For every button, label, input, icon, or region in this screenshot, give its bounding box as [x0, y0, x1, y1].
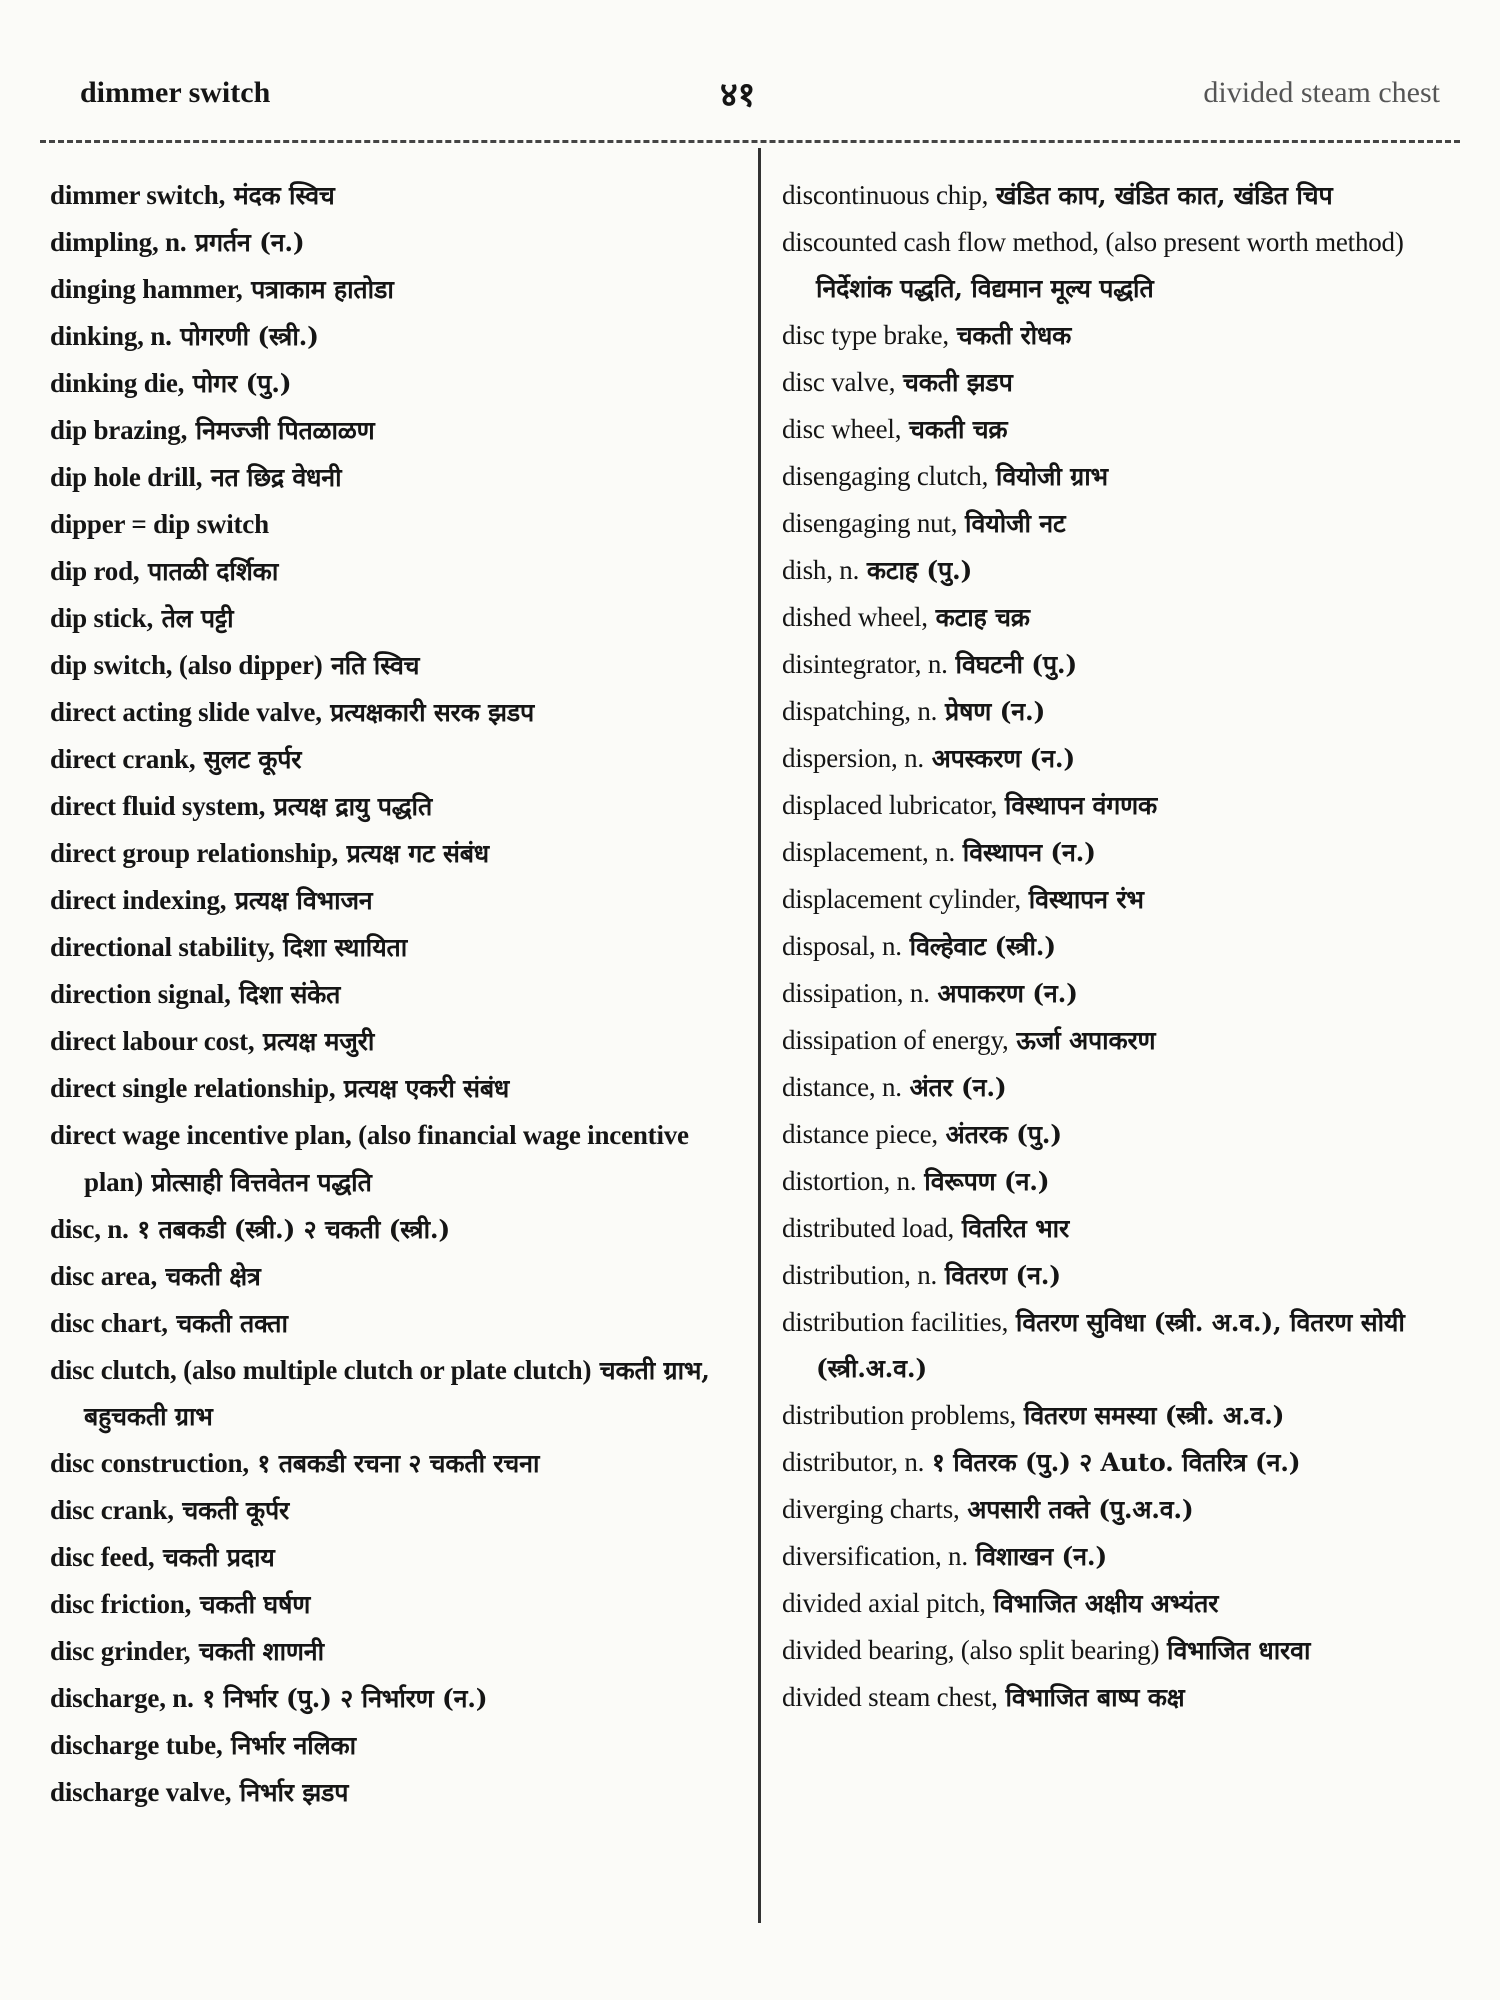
- entry-translation: चकती ग्राभ, बहुचकती ग्राभ: [84, 1356, 710, 1431]
- dictionary-entry: [782, 1439, 1472, 1486]
- dictionary-entry: [782, 1486, 1472, 1533]
- dictionary-entry: [50, 172, 750, 219]
- dictionary-entry: [50, 1722, 750, 1769]
- entry-term: displacement, n.: [782, 837, 955, 867]
- entry-term: dish, n.: [782, 555, 860, 585]
- dictionary-entry: [782, 1064, 1472, 1111]
- entry-term: disc wheel,: [782, 414, 902, 444]
- entry-translation: प्रोत्साही वित्तवेतन पद्धति: [151, 1168, 372, 1197]
- entry-term: disposal, n.: [782, 931, 902, 961]
- entry-translation: वियोजी नट: [965, 509, 1066, 538]
- entry-translation: प्रगर्तन (न.): [194, 228, 305, 257]
- entry-term: discharge valve,: [50, 1777, 232, 1807]
- entry-term: dissipation, n.: [782, 978, 930, 1008]
- entry-term: distance piece,: [782, 1119, 938, 1149]
- dictionary-entry: [50, 1769, 750, 1816]
- entry-translation: दिशा स्थायिता: [283, 933, 408, 962]
- entry-term: displaced lubricator,: [782, 790, 998, 820]
- dictionary-entry: [782, 406, 1472, 453]
- entry-translation: विशाखन (न.): [975, 1542, 1107, 1571]
- entry-translation: विघटनी (पु.): [955, 650, 1078, 679]
- dictionary-entry: [50, 219, 750, 266]
- dictionary-entry: [782, 688, 1472, 735]
- entry-translation: खंडित काप, खंडित कात, खंडित चिप: [995, 181, 1333, 210]
- entry-translation: अंतर (न.): [909, 1073, 1007, 1102]
- entry-translation: नत छिद्र वेधनी: [210, 463, 342, 492]
- entry-term: distribution, n.: [782, 1260, 938, 1290]
- dictionary-entry: [782, 1580, 1472, 1627]
- entry-term: discounted cash flow method, (also present worth method): [782, 227, 1404, 257]
- right-column: [782, 172, 1472, 1721]
- entry-term: displacement cylinder,: [782, 884, 1021, 914]
- entry-translation: चकती रोधक: [956, 321, 1072, 350]
- entry-term: disc crank,: [50, 1495, 174, 1525]
- entry-term: dispersion, n.: [782, 743, 924, 773]
- entry-term: dipper = dip switch: [50, 509, 269, 539]
- entry-translation: विल्हेवाट (स्त्री.): [909, 932, 1056, 961]
- dictionary-entry: [782, 923, 1472, 970]
- entry-term: direct indexing,: [50, 885, 227, 915]
- entry-term: disc chart,: [50, 1308, 168, 1338]
- entry-term: dip hole drill,: [50, 462, 203, 492]
- dictionary-entry: [50, 1628, 750, 1675]
- entry-translation: पत्राकाम हातोडा: [251, 275, 394, 304]
- dictionary-entry: [782, 1533, 1472, 1580]
- dictionary-entry: [782, 1392, 1472, 1439]
- entry-translation: चकती घर्षण: [199, 1590, 311, 1619]
- entry-translation: प्रत्यक्ष विभाजन: [234, 886, 373, 915]
- dictionary-entry: [782, 876, 1472, 923]
- entry-translation: चकती शाणनी: [198, 1637, 324, 1666]
- entry-term: diverging charts,: [782, 1494, 960, 1524]
- dictionary-entry: [782, 312, 1472, 359]
- dictionary-entry: [50, 407, 750, 454]
- entry-term: distortion, n.: [782, 1166, 917, 1196]
- dictionary-entry: [50, 454, 750, 501]
- entry-term: disc, n.: [50, 1214, 129, 1244]
- entry-translation: निर्देशांक पद्धति, विद्यमान मूल्य पद्धति: [816, 274, 1154, 303]
- dictionary-entry: [782, 359, 1472, 406]
- dictionary-entry: [50, 1440, 750, 1487]
- entry-term: dip brazing,: [50, 415, 188, 445]
- entry-translation: चकती तक्ता: [176, 1309, 288, 1338]
- dictionary-entry: [782, 547, 1472, 594]
- dictionary-entry: [782, 1252, 1472, 1299]
- dictionary-entry: [50, 830, 750, 877]
- entry-translation: ऊर्जा अपाकरण: [1016, 1026, 1156, 1055]
- entry-translation: निमज्जी पितळाळण: [195, 416, 375, 445]
- entry-term: direct group relationship,: [50, 838, 339, 868]
- entry-term: dinking die,: [50, 368, 185, 398]
- entry-translation: तेल पट्टी: [161, 604, 234, 633]
- dictionary-entry: [782, 219, 1472, 312]
- dictionary-entry: [782, 782, 1472, 829]
- dictionary-entry: [50, 548, 750, 595]
- entry-translation: चकती क्षेत्र: [165, 1262, 261, 1291]
- entry-translation: पोगरणी (स्त्री.): [180, 322, 319, 351]
- entry-term: dinging hammer,: [50, 274, 243, 304]
- dictionary-entry: [782, 1299, 1472, 1392]
- dictionary-entry: [782, 172, 1472, 219]
- entry-term: direction signal,: [50, 979, 231, 1009]
- entry-translation: पातळी दर्शिका: [147, 557, 279, 586]
- entry-translation: निर्भार झडप: [239, 1778, 349, 1807]
- entry-translation: अपाकरण (न.): [937, 979, 1078, 1008]
- entry-translation: १ तबकडी रचना २ चकती रचना: [257, 1449, 540, 1478]
- entry-term: disc type brake,: [782, 320, 949, 350]
- entry-term: directional stability,: [50, 932, 275, 962]
- dictionary-entry: [782, 1627, 1472, 1674]
- entry-term: dip rod,: [50, 556, 140, 586]
- page-number: ४१: [720, 77, 756, 114]
- entry-term: disc valve,: [782, 367, 896, 397]
- entry-translation: १ तबकडी (स्त्री.) २ चकती (स्त्री.): [137, 1215, 451, 1244]
- dictionary-entry: [50, 1581, 750, 1628]
- entry-translation: विस्थापन (न.): [962, 838, 1096, 867]
- dictionary-entry: [782, 594, 1472, 641]
- dictionary-entry: [782, 453, 1472, 500]
- entry-term: distance, n.: [782, 1072, 902, 1102]
- entry-term: dip stick,: [50, 603, 154, 633]
- header-rule: [40, 140, 1460, 143]
- entry-term: direct crank,: [50, 744, 196, 774]
- entry-translation: प्रत्यक्ष मजुरी: [262, 1027, 375, 1056]
- entry-term: divided steam chest,: [782, 1682, 998, 1712]
- entry-translation: सुलट कूर्पर: [203, 745, 302, 774]
- entry-translation: चकती प्रदाय: [163, 1543, 275, 1572]
- dictionary-entry: [50, 313, 750, 360]
- dictionary-entry: [782, 1017, 1472, 1064]
- dictionary-entry: [782, 1158, 1472, 1205]
- entry-term: disc area,: [50, 1261, 157, 1291]
- entry-translation: निर्भार नलिका: [231, 1731, 356, 1760]
- dictionary-entry: [50, 360, 750, 407]
- dictionary-entry: [782, 500, 1472, 547]
- entry-translation: वितरण (न.): [944, 1261, 1061, 1290]
- entry-term: direct single relationship,: [50, 1073, 336, 1103]
- entry-term: discharge tube,: [50, 1730, 223, 1760]
- dictionary-entry: [50, 1253, 750, 1300]
- entry-translation: वितरण समस्या (स्त्री. अ.व.): [1023, 1401, 1285, 1430]
- entry-term: disc friction,: [50, 1589, 192, 1619]
- entry-term: direct labour cost,: [50, 1026, 255, 1056]
- entry-translation: वितरण सुविधा (स्त्री. अ.व.), वितरण सोयी (स्त्री.अ.व.): [816, 1308, 1405, 1383]
- dictionary-entry: [50, 1065, 750, 1112]
- dictionary-entry: [50, 501, 750, 548]
- entry-translation: नति स्विच: [331, 651, 420, 680]
- dictionary-entry: [50, 642, 750, 689]
- column-divider: [758, 148, 761, 1923]
- entry-translation: अपस्करण (न.): [931, 744, 1075, 773]
- dictionary-entry: [50, 1206, 750, 1253]
- entry-term: dip switch, (also dipper): [50, 650, 323, 680]
- entry-translation: चकती कूर्पर: [182, 1496, 290, 1525]
- dictionary-entry: [50, 266, 750, 313]
- dictionary-entry: [50, 877, 750, 924]
- dictionary-entry: [782, 1111, 1472, 1158]
- entry-translation: प्रत्यक्ष द्रायु पद्धति: [273, 792, 433, 821]
- dictionary-entry: [50, 1534, 750, 1581]
- entry-translation: विभाजित बाष्प कक्ष: [1005, 1683, 1185, 1712]
- entry-term: distribution facilities,: [782, 1307, 1009, 1337]
- dictionary-entry: [50, 736, 750, 783]
- entry-term: distribution problems,: [782, 1400, 1017, 1430]
- entry-translation: कटाह चक्र: [935, 603, 1030, 632]
- entry-term: discharge, n.: [50, 1683, 194, 1713]
- entry-term: disengaging clutch,: [782, 461, 989, 491]
- dictionary-entry: [50, 595, 750, 642]
- entry-translation: १ वितरक (पु.) २ Auto. वितरित्र (न.): [931, 1448, 1301, 1477]
- dictionary-entry: [50, 783, 750, 830]
- entry-translation: दिशा संकेत: [239, 980, 341, 1009]
- entry-translation: कटाह (पु.): [866, 556, 973, 585]
- entry-translation: अपसारी तक्ते (पु.अ.व.): [967, 1495, 1194, 1524]
- entry-translation: विभाजित धारवा: [1167, 1636, 1311, 1665]
- header-left-guide-word: dimmer switch: [80, 76, 271, 109]
- entry-translation: अंतरक (पु.): [945, 1120, 1062, 1149]
- entry-translation: चकती चक्र: [909, 415, 1008, 444]
- dictionary-entry: [50, 689, 750, 736]
- dictionary-entry: [782, 735, 1472, 782]
- entry-translation: प्रत्यक्ष एकरी संबंध: [343, 1074, 510, 1103]
- entry-translation: प्रेषण (न.): [944, 697, 1046, 726]
- entry-term: disc clutch, (also multiple clutch or plate clutch): [50, 1355, 592, 1385]
- entry-translation: प्रत्यक्षकारी सरक झडप: [330, 698, 534, 727]
- left-column: [50, 172, 750, 1816]
- entry-term: dispatching, n.: [782, 696, 938, 726]
- entry-term: distributed load,: [782, 1213, 955, 1243]
- dictionary-entry: [50, 971, 750, 1018]
- entry-translation: विरूपण (न.): [924, 1167, 1050, 1196]
- entry-term: distributor, n.: [782, 1447, 925, 1477]
- dictionary-entry: [782, 1674, 1472, 1721]
- entry-translation: वियोजी ग्राभ: [995, 462, 1108, 491]
- dictionary-entry: [50, 1347, 750, 1440]
- entry-term: divided axial pitch,: [782, 1588, 986, 1618]
- entry-translation: मंदक स्विच: [233, 181, 335, 210]
- entry-term: dimmer switch,: [50, 180, 226, 210]
- entry-translation: विस्थापन रंभ: [1028, 885, 1144, 914]
- entry-term: discontinuous chip,: [782, 180, 989, 210]
- entry-term: diversification, n.: [782, 1541, 968, 1571]
- entry-term: divided bearing, (also split bearing): [782, 1635, 1160, 1665]
- entry-translation: विस्थापन वंगणक: [1004, 791, 1157, 820]
- entry-term: dinking, n.: [50, 321, 172, 351]
- dictionary-entry: [50, 1112, 750, 1206]
- page-header: [80, 70, 1440, 120]
- dictionary-entry: [782, 829, 1472, 876]
- dictionary-entry: [782, 641, 1472, 688]
- entry-term: dimpling, n.: [50, 227, 187, 257]
- entry-translation: १ निर्भार (पु.) २ निर्भारण (न.): [202, 1684, 488, 1713]
- entry-term: disintegrator, n.: [782, 649, 948, 679]
- entry-translation: प्रत्यक्ष गट संबंध: [346, 839, 489, 868]
- entry-term: direct wage incentive plan, (also financial wage incentive plan): [50, 1120, 689, 1197]
- entry-translation: पोगर (पु.): [192, 369, 292, 398]
- dictionary-entry: [782, 1205, 1472, 1252]
- entry-term: disengaging nut,: [782, 508, 958, 538]
- entry-term: direct acting slide valve,: [50, 697, 322, 727]
- entry-translation: चकती झडप: [903, 368, 1013, 397]
- dictionary-entry: [50, 1487, 750, 1534]
- entry-term: dissipation of energy,: [782, 1025, 1009, 1055]
- dictionary-entry: [782, 970, 1472, 1017]
- entry-term: disc grinder,: [50, 1636, 191, 1666]
- entry-translation: वितरित भार: [961, 1214, 1069, 1243]
- entry-term: direct fluid system,: [50, 791, 266, 821]
- dictionary-entry: [50, 1018, 750, 1065]
- dictionary-entry: [50, 1300, 750, 1347]
- entry-term: disc feed,: [50, 1542, 155, 1572]
- header-right-guide-word: divided steam chest: [1203, 76, 1440, 109]
- entry-term: dished wheel,: [782, 602, 928, 632]
- dictionary-entry: [50, 924, 750, 971]
- dictionary-entry: [50, 1675, 750, 1722]
- entry-translation: विभाजित अक्षीय अभ्यंतर: [993, 1589, 1219, 1618]
- entry-term: disc construction,: [50, 1448, 249, 1478]
